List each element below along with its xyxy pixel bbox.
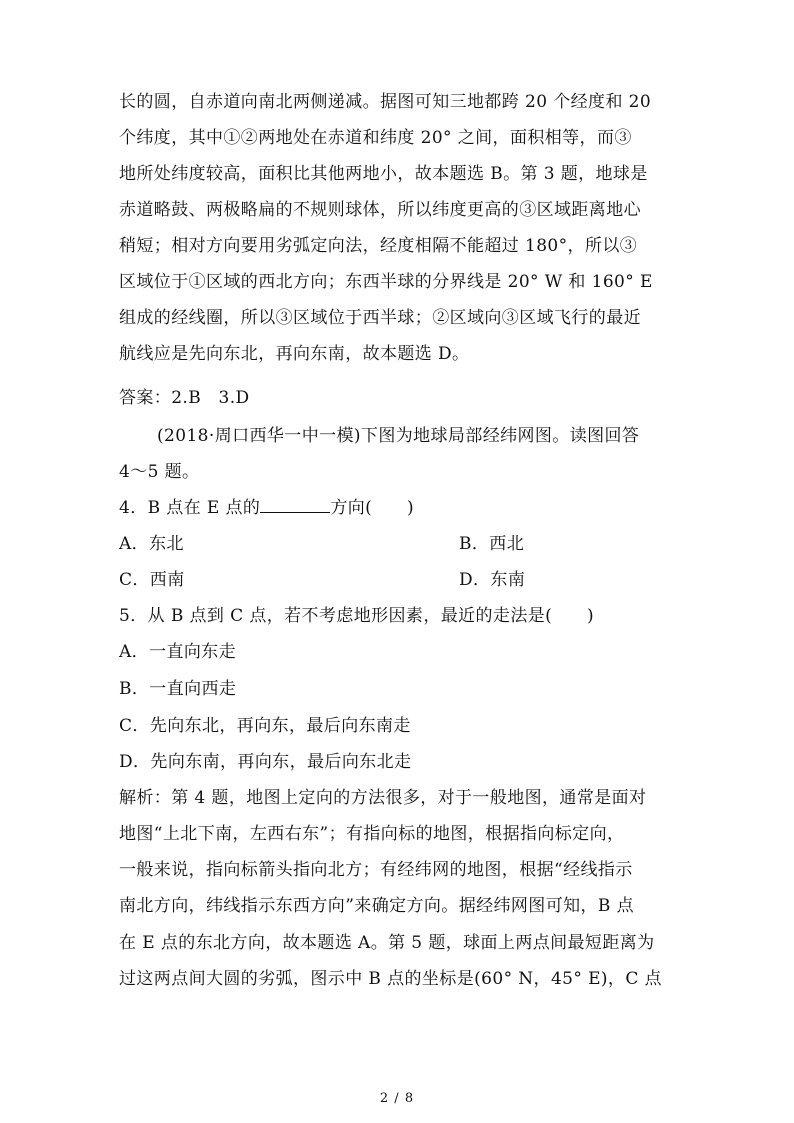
explanation-line-8: 航线应是先向东北，再向东南，故本题选 D。 — [119, 344, 470, 364]
question-4-option-a: A．东北 — [119, 534, 184, 554]
analysis-line-2: 地图“上北下南，左西右东”；有指向标的地图，根据指向标定向， — [119, 824, 625, 844]
question-intro-line-1: (2018·周口西华一中一模)下图为地球局部经纬网图。读图回答 — [157, 426, 640, 446]
question-4-option-b: B．西北 — [459, 534, 525, 554]
question-5-option-a: A．一直向东走 — [119, 642, 237, 662]
analysis-line-4: 南北方向，纬线指示东西方向”来确定方向。据经纬网图可知，B 点 — [119, 896, 634, 916]
analysis-line-3: 一般来说，指向标箭头指向北方；有经纬网的地图，根据“经线指示 — [119, 860, 633, 880]
question-4-option-c: C．西南 — [119, 570, 185, 590]
question-5-stem: 5．从 B 点到 C 点，若不考虑地形因素，最近的走法是( ) — [119, 606, 594, 626]
question-4-stem-start: 4．B 点在 E 点的 — [119, 498, 261, 518]
analysis-line-6: 过这两点间大圆的劣弧，图示中 B 点的坐标是(60° N，45° E)，C 点 — [119, 969, 662, 989]
question-5-option-b: B．一直向西走 — [119, 679, 237, 699]
question-4-option-d: D．东南 — [459, 570, 526, 590]
analysis-line-1: 解析：第 4 题，地图上定向的方法很多，对于一般地图，通常是面对 — [119, 788, 647, 808]
explanation-line-1: 长的圆，自赤道向南北两侧递减。据图可知三地都跨 20 个经度和 20 — [119, 92, 652, 112]
explanation-line-5: 稍短；相对方向要用劣弧定向法，经度相隔不能超过 180°，所以③ — [119, 236, 638, 256]
explanation-line-4: 赤道略鼓、两极略扁的不规则球体，所以纬度更高的③区域距离地心 — [119, 200, 641, 220]
question-4-stem-end: 方向( ) — [330, 498, 415, 518]
question-intro-line-2: 4～5 题。 — [119, 462, 200, 482]
explanation-line-6: 区域位于①区域的西北方向；东西半球的分界线是 20° W 和 160° E — [119, 272, 653, 292]
explanation-line-3: 地所处纬度较高，面积比其他两地小，故本题选 B。第 3 题，地球是 — [119, 164, 648, 184]
analysis-line-5: 在 E 点的东北方向，故本题选 A。第 5 题，球面上两点间最短距离为 — [119, 933, 655, 953]
explanation-line-7: 组成的经线圈，所以③区域位于西半球；②区域向③区域飞行的最近 — [119, 308, 641, 328]
answer-line: 答案：2.B 3.D — [119, 388, 250, 408]
page-number: 2 / 8 — [379, 1091, 415, 1106]
question-5-option-d: D．先向东南，再向东，最后向东北走 — [119, 752, 412, 772]
question-4-stem — [119, 496, 414, 520]
question-5-option-c: C．先向东北，再向东，最后向东南走 — [119, 716, 411, 736]
question-4-blank — [260, 496, 330, 513]
explanation-line-2: 个纬度，其中①②两地处在赤道和纬度 20° 之间，面积相等，而③ — [119, 128, 632, 148]
